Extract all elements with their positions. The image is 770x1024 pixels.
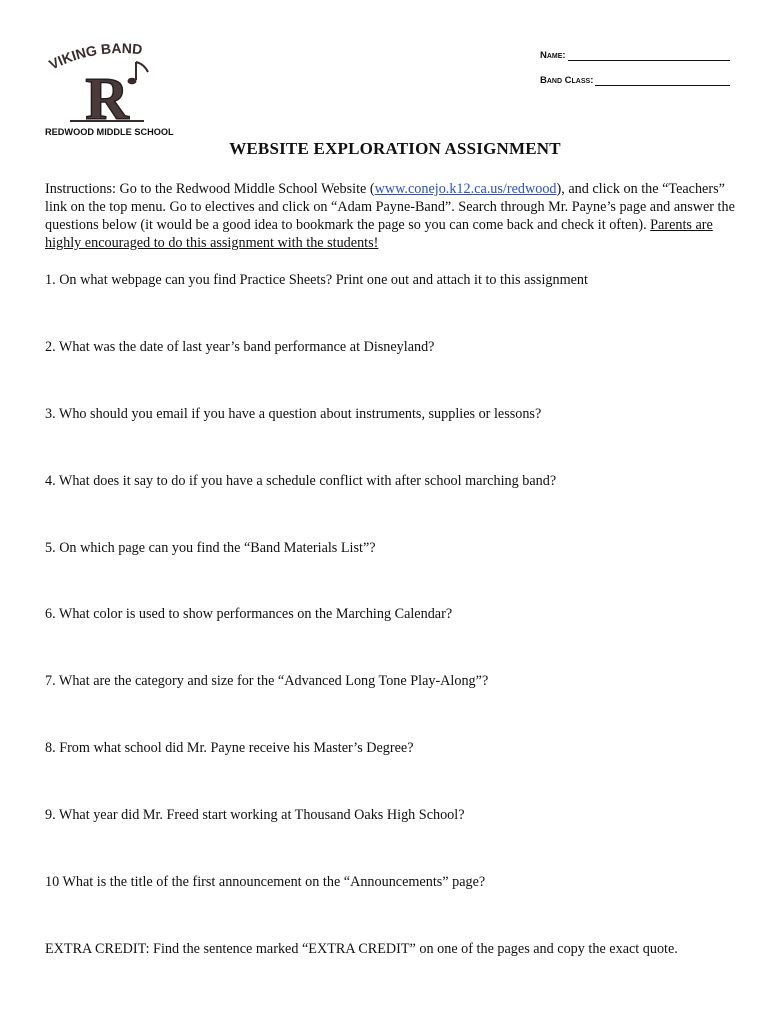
question-4: 4. What does it say to do if you have a schedule conflict with after school marching band? [45, 473, 557, 489]
question-1: 1. On what webpage can you find Practice Sheets? Print one out and attach it to this assignment [45, 272, 588, 288]
name-label: Name: [540, 50, 566, 61]
website-link[interactable]: www.conejo.k12.ca.us/redwood [374, 181, 557, 197]
page-title: WEBSITE EXPLORATION ASSIGNMENT [229, 139, 561, 158]
student-info-fields [540, 47, 730, 86]
question-9: 9. What year did Mr. Freed start working at Thousand Oaks High School? [45, 807, 465, 823]
logo-top-text: VIKING BAND [46, 40, 144, 73]
band-class-field[interactable] [540, 72, 730, 86]
band-class-label: Band Class: [540, 75, 594, 86]
logo-bottom-text: REDWOOD MIDDLE SCHOOL [45, 127, 174, 137]
question-8: 8. From what school did Mr. Payne receive his Master’s Degree? [45, 740, 414, 756]
question-5: 5. On which page can you find the “Band Materials List”? [45, 540, 376, 556]
viking-band-logo [40, 40, 175, 140]
instructions-prefix: Instructions: Go to the Redwood Middle School Website ( [45, 181, 375, 197]
instructions-body: ), and click on the “Teachers” link on the top menu. Go to electives and click on “Adam Payne-Band”. Search through Mr. Payne’s page and answer the questions below (it would be a good idea to bookmark the page so you can come back and check it often). [45, 181, 735, 233]
question-7: 7. What are the category and size for the “Advanced Long Tone Play-Along”? [45, 673, 489, 689]
extra-credit: EXTRA CREDIT: Find the sentence marked “EXTRA CREDIT” on one of the pages and copy the exact quote. [45, 941, 678, 957]
question-6: 6. What color is used to show performances on the Marching Calendar? [45, 606, 453, 622]
question-2: 2. What was the date of last year’s band performance at Disneyland? [45, 339, 435, 355]
name-field[interactable] [540, 47, 730, 61]
parents-note: Parents are highly encouraged to do this assignment with the students! [45, 217, 713, 251]
question-10: 10 What is the title of the first announcement on the “Announcements” page? [45, 874, 486, 890]
name-line[interactable] [568, 51, 730, 61]
logo-letter: R [85, 66, 129, 132]
question-3: 3. Who should you email if you have a question about instruments, supplies or lessons? [45, 406, 542, 422]
band-class-line[interactable] [595, 76, 730, 86]
music-note-icon [128, 62, 149, 84]
instructions [45, 180, 735, 252]
